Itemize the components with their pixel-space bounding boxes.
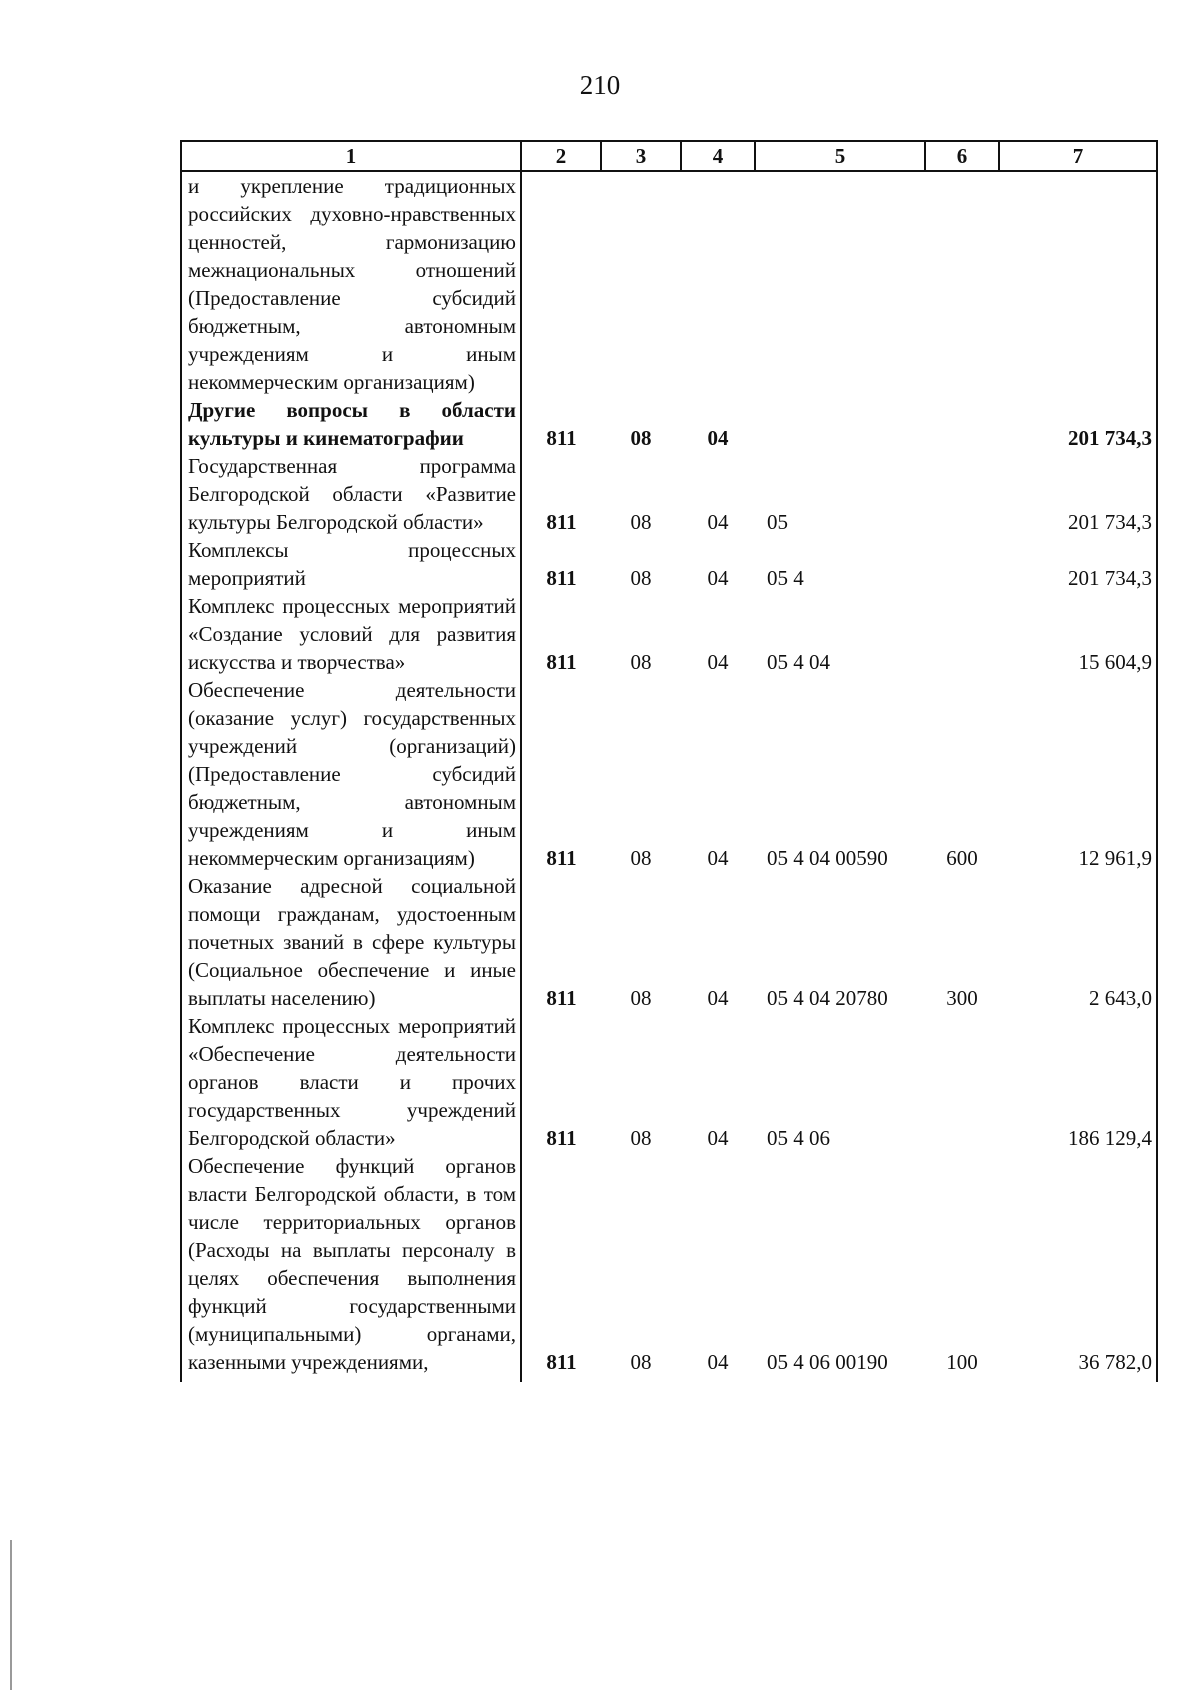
section-cell: 08 [630,1126,652,1150]
subsection-cell: 04 [707,846,729,870]
table-row [181,676,1157,872]
code-cell: 811 [521,592,601,676]
code-cell: 811 [521,676,601,872]
amount-cell: 201 734,3 [999,536,1157,592]
subsection-cell: 04 [707,1126,729,1150]
section-cell: 08 [630,426,652,450]
target-article-cell: 05 4 04 20780 [767,986,888,1010]
amount-cell: 186 129,4 [999,1012,1157,1152]
section-cell [601,171,681,396]
column-header-1: 1 [181,141,521,171]
amount-cell: 2 643,0 [999,872,1157,1012]
section-cell: 08 [630,846,652,870]
code-cell [521,171,601,396]
table-row [181,592,1157,676]
row-name-cell: Комплекс процессных мероприятий «Создание условий для развития искусства и творчества» [181,592,521,676]
table-row [181,452,1157,536]
header-row [181,141,1157,171]
row-name-cell: Оказание адресной социальной помощи гражданам, удостоенным почетных званий в сфере культуры (Социальное обеспечение и иные выплаты населению) [181,872,521,1012]
table-row [181,536,1157,592]
section-cell: 08 [630,1350,652,1374]
column-header-2: 2 [521,141,601,171]
table-row [181,171,1157,396]
section-cell: 08 [630,986,652,1010]
row-name-cell: Комплексы процессных мероприятий [181,536,521,592]
page-number: 210 [579,70,621,100]
amount-cell: 15 604,9 [999,592,1157,676]
table-row [181,396,1157,452]
target-article-cell: 05 4 04 [767,650,830,674]
amount-cell: 12 961,9 [999,676,1157,872]
target-article-cell [755,396,925,452]
section-cell: 08 [630,650,652,674]
row-name-cell: Обеспечение функций органов власти Белгородской области, в том числе территориальных органов (Расходы на выплаты персоналу в целях обеспечения выполнения функций государственными (муниципальными) органами, казенными учреждениями, [181,1152,521,1382]
code-cell: 811 [521,536,601,592]
subsection-cell: 04 [707,986,729,1010]
target-article-cell: 05 4 06 00190 [767,1350,888,1374]
target-article-cell: 05 4 06 [767,1126,830,1150]
expense-type-cell [925,536,999,592]
row-name-cell: и укрепление традиционных российских духовно-нравственных ценностей, гармонизацию межнациональных отношений (Предоставление субсидий бюджетным, автономным учреждениям и иным некоммерческим организациям) [181,171,521,396]
target-article-cell: 05 4 [767,566,804,590]
subsection-cell: 04 [707,1350,729,1374]
subsection-cell: 04 [707,650,729,674]
amount-cell: 36 782,0 [999,1152,1157,1382]
subsection-cell: 04 [707,510,729,534]
code-cell: 811 [521,452,601,536]
code-cell: 811 [521,872,601,1012]
code-cell: 811 [521,1152,601,1382]
expense-type-cell: 100 [946,1350,978,1374]
expense-type-cell: 600 [946,846,978,870]
scan-margin-line [10,1540,12,1690]
amount-cell [999,171,1157,396]
budget-table [180,140,1158,1382]
section-cell: 08 [630,510,652,534]
row-name-cell: Государственная программа Белгородской области «Развитие культуры Белгородской области» [181,452,521,536]
table-row [181,872,1157,1012]
column-header-5: 5 [755,141,925,171]
column-header-3: 3 [601,141,681,171]
amount-cell: 201 734,3 [999,452,1157,536]
table-row [181,1012,1157,1152]
expense-type-cell [925,396,999,452]
column-header-4: 4 [681,141,755,171]
target-article-cell: 05 [767,510,788,534]
expense-type-cell [925,1012,999,1152]
column-header-6: 6 [925,141,999,171]
expense-type-cell [925,452,999,536]
expense-type-cell: 300 [946,986,978,1010]
code-cell: 811 [521,1012,601,1152]
code-cell: 811 [521,396,601,452]
row-name-cell: Обеспечение деятельности (оказание услуг) государственных учреждений (организаций) (Предоставление субсидий бюджетным, автономным учреждениям и иным некоммерческим организациям) [181,676,521,872]
subsection-cell: 04 [707,426,729,450]
target-article-cell: 05 4 04 00590 [767,846,888,870]
table-row [181,1152,1157,1382]
column-header-7: 7 [999,141,1157,171]
row-name-cell: Комплекс процессных мероприятий «Обеспечение деятельности органов власти и прочих государственных учреждений Белгородской области» [181,1012,521,1152]
subsection-cell [681,171,755,396]
section-cell: 08 [630,566,652,590]
subsection-cell: 04 [707,566,729,590]
row-name-cell: Другие вопросы в области культуры и кинематографии [181,396,521,452]
expense-type-cell [925,592,999,676]
amount-cell: 201 734,3 [999,396,1157,452]
expense-type-cell [925,171,999,396]
target-article-cell [755,171,925,396]
